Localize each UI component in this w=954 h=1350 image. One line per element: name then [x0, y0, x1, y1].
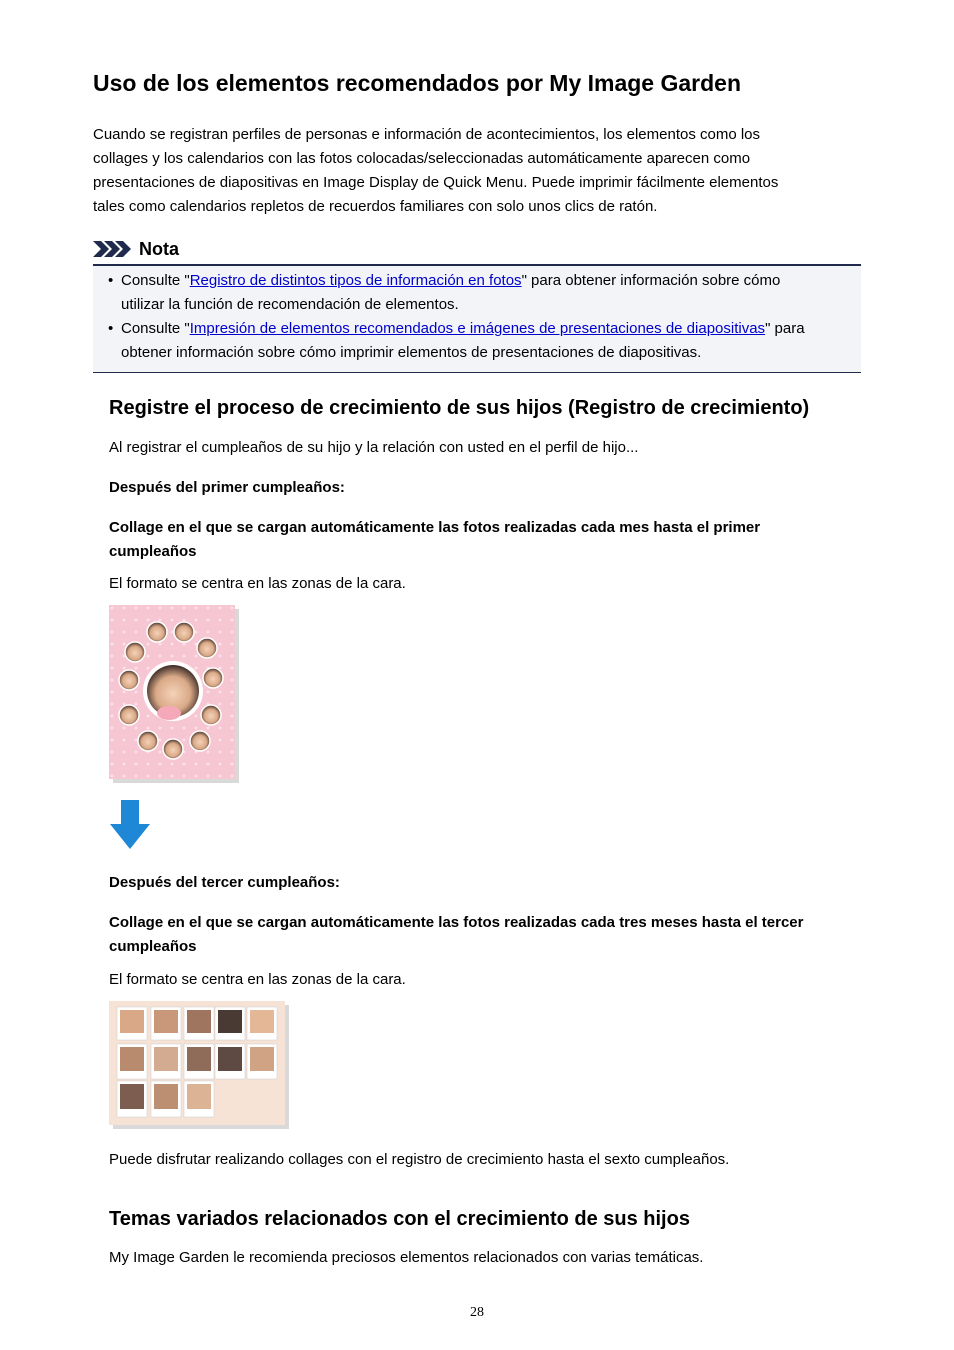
note-item-2 — [108, 317, 858, 365]
collage-third-birthday-image — [109, 1001, 289, 1129]
link-impresion-elementos[interactable]: Impresión de elementos recomendados e imágenes de presentaciones de diapositivas — [189, 320, 766, 337]
note-item-1 — [108, 269, 858, 317]
intro-line-3: presentaciones de diapositivas en Image Display de Quick Menu. Puede imprimir fácilmente elementos — [93, 174, 779, 191]
section1-closing: Puede disfrutar realizando collages con el registro de crecimiento hasta el sexto cumpleaños. — [109, 1151, 730, 1168]
note-item-1-suffix: " para obtener información sobre cómo — [521, 272, 781, 289]
page-title: Uso de los elementos recomendados por My Image Garden — [93, 70, 742, 96]
first-caption-line-2: cumpleaños — [109, 543, 197, 560]
link-registro-informacion[interactable]: Registro de distintos tipos de información en fotos — [189, 272, 522, 289]
section1-lead: Al registrar el cumpleaños de su hijo y la relación con usted en el perfil de hijo... — [109, 439, 639, 456]
first-caption-line-1: Collage en el que se cargan automáticamente las fotos realizadas cada mes hasta el primer — [109, 519, 761, 536]
note-header — [93, 237, 179, 261]
third-caption-line-1: Collage en el que se cargan automáticamente las fotos realizadas cada tres meses hasta el tercer — [109, 914, 804, 931]
note-chevrons-icon — [93, 241, 131, 257]
third-desc: El formato se centra en las zonas de la cara. — [109, 971, 406, 988]
note-item-2-suffix: " para — [765, 320, 805, 337]
third-caption-line-2: cumpleaños — [109, 938, 197, 955]
note-item-1-prefix: Consulte " — [121, 272, 190, 289]
note-item-1-line2: utilizar la función de recomendación de elementos. — [121, 296, 459, 313]
note-item-2-prefix: Consulte " — [121, 320, 190, 337]
bullet-icon: • — [108, 272, 114, 289]
intro-line-1: Cuando se registran perfiles de personas e información de acontecimientos, los elementos como los — [93, 126, 761, 143]
page-number: 28 — [470, 1305, 484, 1320]
collage-first-birthday-image — [109, 605, 239, 783]
section2-lead: My Image Garden le recomienda preciosos elementos relacionados con varias temáticas. — [109, 1249, 704, 1266]
section1-heading: Registre el proceso de crecimiento de sus hijos (Registro de crecimiento) — [109, 397, 810, 419]
section2-heading: Temas variados relacionados con el crecimiento de sus hijos — [109, 1208, 690, 1230]
note-title: Nota — [139, 238, 179, 259]
first-birthday-label: Después del primer cumpleaños: — [109, 479, 345, 496]
intro-line-2: collages y los calendarios con las fotos colocadas/seleccionadas automáticamente aparecen como — [93, 150, 751, 167]
bullet-icon: • — [108, 320, 114, 337]
first-desc: El formato se centra en las zonas de la cara. — [109, 575, 406, 592]
note-item-2-line2: obtener información sobre cómo imprimir elementos de presentaciones de diapositivas. — [121, 344, 702, 361]
arrow-down-icon — [108, 800, 152, 850]
third-birthday-label: Después del tercer cumpleaños: — [109, 874, 340, 891]
intro-line-4: tales como calendarios repletos de recuerdos familiares con solo unos clics de ratón. — [93, 198, 658, 215]
